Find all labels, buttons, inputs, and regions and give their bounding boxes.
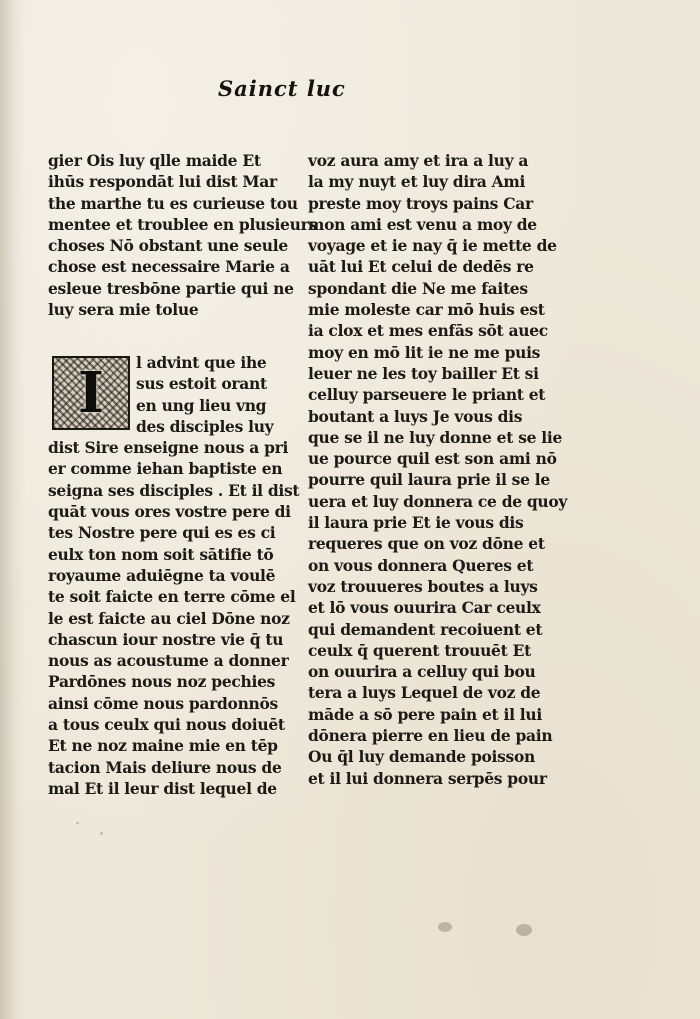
paper-spot: [76, 822, 79, 824]
text-line: et il lui donnera serpēs pour: [308, 768, 547, 788]
text-line: nous as acoustume a donner: [48, 651, 289, 671]
text-line: gier Ois luy qlle maide Et: [48, 151, 261, 170]
text-line: le est faicte au ciel Dōne noz: [48, 608, 290, 628]
text-line: la my nuyt et luy dira Ami: [308, 172, 526, 192]
paper-spot: [100, 832, 103, 835]
text-line: requeres que on voz dōne et: [308, 534, 545, 554]
text-line: on vous donnera Queres et: [308, 555, 534, 575]
text-line: preste moy troys pains Car: [308, 193, 533, 213]
text-line: voz aura amy et ira a luy a: [308, 151, 529, 170]
text-line: qui demandent recoiuent et: [308, 619, 543, 639]
text-line: tera a luys Lequel de voz de: [308, 683, 541, 703]
left-column-paragraph-2: [48, 352, 300, 799]
text-line: ainsi cōme nous pardonnōs: [48, 693, 278, 713]
text-line: Ou q̄l luy demande poisson: [308, 747, 535, 767]
text-line: royaume aduiēgne ta voulē: [48, 565, 276, 585]
text-line: chascun iour nostre vie q̄ tu: [48, 629, 284, 649]
text-line: chose est necessaire Marie a: [48, 257, 290, 277]
text-line: uera et luy donnera ce de quoy: [308, 491, 568, 511]
text-line: esleue tresbōne partie qui ne: [48, 278, 294, 298]
gutter-shadow: [0, 0, 26, 1019]
paper-spot: [438, 922, 452, 932]
text-line: mie moleste car mō huis est: [308, 300, 545, 320]
text-line: leuer ne les toy bailler Et si: [308, 363, 539, 383]
text-line: a tous ceulx qui nous doiuēt: [48, 715, 285, 735]
text-line: te soit faicte en terre cōme el: [48, 587, 296, 607]
text-line: il laura prie Et ie vous dis: [308, 513, 524, 533]
text-line: luy sera mie tolue: [48, 300, 199, 320]
text-line: uāt lui Et celui de dedēs re: [308, 257, 534, 277]
text-line: sus estoit orant: [136, 374, 267, 394]
text-line: ihūs respondāt lui dist Mar: [48, 172, 277, 192]
text-line: on ouurira a celluy qui bou: [308, 662, 536, 682]
right-column: [308, 150, 568, 789]
text-line: voyage et ie nay q̄ ie mette de: [308, 236, 557, 256]
text-line: spondant die Ne me faites: [308, 278, 528, 298]
text-line: dōnera pierre en lieu de pain: [308, 726, 553, 746]
text-line: voz trouueres boutes a luys: [308, 576, 538, 596]
text-line: seigna ses disciples . Et il dist: [48, 480, 300, 500]
text-line: mon ami est venu a moy de: [308, 214, 537, 234]
text-line: Et ne noz maine mie en tēp: [48, 736, 278, 756]
text-line: celluy parseuere le priant et: [308, 385, 546, 405]
left-column-paragraph-1: [48, 150, 317, 320]
text-line: ceulx q̄ querent trouuēt Et: [308, 640, 531, 660]
paper-spot: [516, 924, 532, 936]
text-line: mal Et il leur dist lequel de: [48, 778, 277, 798]
text-line: tacion Mais deliure nous de: [48, 757, 282, 777]
text-line: ue pource quil est son ami nō: [308, 449, 557, 469]
text-line: boutant a luys Je vous dis: [308, 406, 523, 426]
text-line: ia clox et mes enfās sōt auec: [308, 321, 548, 341]
text-line: Pardōnes nous noz pechies: [48, 672, 276, 692]
text-line: des disciples luy: [136, 416, 274, 436]
text-line: the marthe tu es curieuse tou: [48, 193, 298, 213]
text-line: mentee et troublee en plusieurs: [48, 214, 317, 234]
text-line: moy en mō lit ie ne me puis: [308, 342, 541, 362]
text-line: l advint que ihe: [136, 353, 267, 372]
text-line: er comme iehan baptiste en: [48, 459, 283, 479]
text-line: dist Sire enseigne nous a pri: [48, 438, 289, 458]
text-line: māde a sō pere pain et il lui: [308, 704, 542, 724]
text-line: et lō vous ouurira Car ceulx: [308, 598, 541, 618]
text-line: que se il ne luy donne et se lie: [308, 427, 563, 447]
text-line: choses Nō obstant une seule: [48, 236, 288, 256]
text-line: tes Nostre pere qui es es ci: [48, 523, 276, 543]
text-line: quāt vous ores vostre pere di: [48, 502, 291, 522]
running-head: Sainct luc: [218, 76, 346, 101]
initial-letter: I: [77, 360, 105, 426]
text-line: eulx ton nom soit sātifie tō: [48, 544, 274, 564]
text-line: pourre quil laura prie il se le: [308, 470, 550, 490]
text-line: en ung lieu vng: [136, 395, 267, 415]
